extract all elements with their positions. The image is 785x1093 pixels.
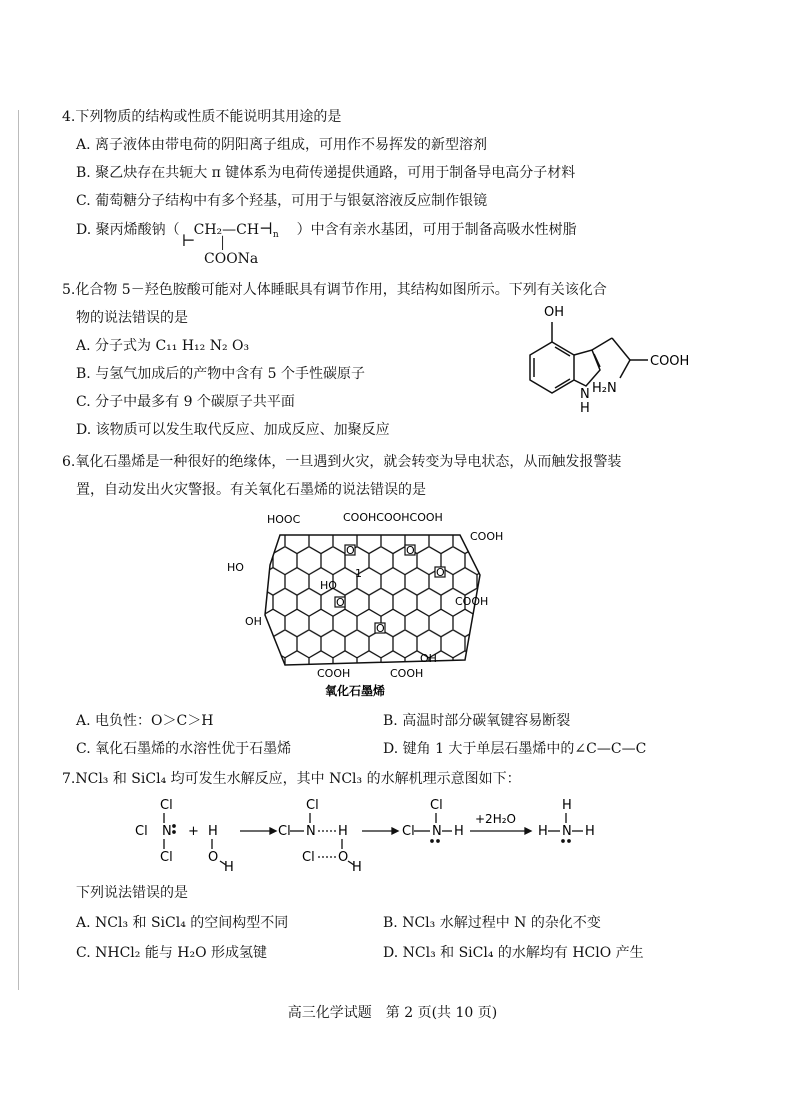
epoxy-o-1: O <box>346 544 355 557</box>
m4-h-top: H <box>562 798 572 813</box>
ncl3-hydrolysis-mechanism <box>130 795 620 875</box>
m4-n: N <box>562 824 572 839</box>
q7-option-a: A. NCl₃ 和 SiCl₄ 的空间构型不同 <box>76 915 289 931</box>
group-oh-left: OH <box>245 615 262 628</box>
q6-option-a: A. 电负性：O＞C＞H <box>76 713 214 729</box>
group-ho-center: HO <box>320 579 337 592</box>
m3-cl-left: Cl <box>402 824 415 839</box>
m3-n: N <box>432 824 442 839</box>
struct-h: H <box>580 401 590 416</box>
q4-option-c: C. 葡萄糖分子结构中有多个羟基，可用于与银氨溶液反应制作银镜 <box>76 193 488 209</box>
page-footer: 高三化学试题 第 2 页(共 10 页) <box>287 1005 498 1021</box>
m2-n: N <box>306 824 316 839</box>
q4-d-n: n <box>272 230 279 240</box>
q7-option-d: D. NCl₃ 和 SiCl₄ 的水解均有 HClO 产生 <box>383 945 644 961</box>
margin-rule <box>18 110 19 990</box>
q5-option-a: A. 分子式为 C₁₁ H₁₂ N₂ O₃ <box>76 338 250 354</box>
m2-h: H <box>338 824 348 839</box>
graphene-oxide-structure <box>225 505 515 700</box>
bond-angle-1: 1 <box>355 567 362 580</box>
struct-n: N <box>580 387 590 402</box>
m4-h-right: H <box>585 824 595 839</box>
struct-oh: OH <box>544 305 565 320</box>
m2-h2: H <box>352 860 362 875</box>
q4-d-prefix: D. 聚丙烯酸钠（ <box>76 222 180 238</box>
struct-cooh: COOH <box>650 354 690 369</box>
epoxy-o-2: O <box>406 544 415 557</box>
m3-h: H <box>454 824 464 839</box>
q4-d-coona: COONa <box>204 251 259 267</box>
m1-o: O <box>208 850 219 865</box>
q4-d-suffix: ）中含有亲水基团，可用于制备高吸水性树脂 <box>296 222 577 238</box>
m1-cl-left: Cl <box>135 824 148 839</box>
group-cooh-right-top: COOH <box>470 530 504 543</box>
group-cooh-right: COOH <box>455 595 489 608</box>
m1-cl-top: Cl <box>160 798 173 813</box>
m3-reagent: +2H₂O <box>475 812 516 826</box>
q4-stem: 4.下列物质的结构或性质不能说明其用途的是 <box>62 109 342 125</box>
q5-stem-1: 5.化合物 5－羟色胺酸可能对人体睡眠具有调节作用，其结构如图所示。下列有关该化合 <box>62 282 607 298</box>
q7-option-c: C. NHCl₂ 能与 H₂O 形成氢键 <box>76 945 268 961</box>
m3-cl-top: Cl <box>430 798 443 813</box>
q5-option-c: C. 分子中最多有 9 个碳原子共平面 <box>76 394 295 410</box>
q7-sub-stem: 下列说法错误的是 <box>76 885 188 901</box>
q5-option-d: D. 该物质可以发生取代反应、加成反应、加聚反应 <box>76 422 390 438</box>
lattice <box>265 535 480 665</box>
poly-bracket-right: ⊣ <box>259 219 273 238</box>
q6-option-c: C. 氧化石墨烯的水溶性优于石墨烯 <box>76 741 292 757</box>
q6-option-d: D. 键角 1 大于单层石墨烯中的∠C—C—C <box>383 741 647 757</box>
m2-cl-left: Cl <box>278 824 291 839</box>
m1-h: H <box>208 824 218 839</box>
group-cooh-top: COOHCOOHCOOH <box>343 511 443 524</box>
q7-option-b: B. NCl₃ 水解过程中 N 的杂化不变 <box>383 915 601 931</box>
q7-stem: 7.NCl₃ 和 SiCl₄ 均可发生水解反应，其中 NCl₃ 的水解机理示意图如下： <box>62 771 521 787</box>
m1-plus: + <box>188 824 199 839</box>
group-hooc: HOOC <box>267 513 301 526</box>
q5-stem-2: 物的说法错误的是 <box>76 310 188 326</box>
q6-stem-1: 6.氧化石墨烯是一种很好的绝缘体，一旦遇到火灾，就会转变为导电状态，从而触发报警装 <box>62 454 622 470</box>
q4-option-b: B. 聚乙炔存在共轭大 π 键体系为电荷传递提供通路，可用于制备导电高分子材料 <box>76 165 576 181</box>
group-cooh-bottom-2: COOH <box>390 667 424 680</box>
q4-option-d: D. 聚丙烯酸钠（ ⊢ $CH_2—CH⊣_n$ ）中含有亲水基团，可用于制备高吸水性树脂 <box>76 219 577 250</box>
hydroxytryptophan-structure <box>500 300 700 420</box>
epoxy-o-5: O <box>436 566 445 579</box>
m1-h2: H <box>224 860 234 875</box>
q4-d-polymer: CH₂—CH <box>193 222 260 238</box>
figure-caption: 氧化石墨烯 <box>325 684 386 698</box>
m2-cl-top: Cl <box>306 798 319 813</box>
epoxy-o-4: O <box>376 622 385 635</box>
group-cooh-bottom-1: COOH <box>317 667 351 680</box>
group-ho-left: HO <box>227 561 244 574</box>
m4-h-left: H <box>538 824 548 839</box>
q4-d-vertical-bond: │ <box>219 236 227 250</box>
m1-cl-bottom: Cl <box>160 850 173 865</box>
epoxy-o-3: O <box>336 596 345 609</box>
m2-cl-bottom: Cl <box>302 850 315 865</box>
q6-stem-2: 置，自动发出火灾警报。有关氧化石墨烯的说法错误的是 <box>76 482 426 498</box>
m2-o: O <box>338 850 349 865</box>
group-oh-bottom: OH <box>420 652 437 665</box>
q6-option-b: B. 高温时部分碳氧键容易断裂 <box>383 713 571 729</box>
q4-option-a: A. 离子液体由带电荷的阴阳离子组成，可用作不易挥发的新型溶剂 <box>76 137 488 153</box>
m1-n: N <box>162 824 172 839</box>
struct-h2n: H₂N <box>592 381 617 396</box>
q5-option-b: B. 与氢气加成后的产物中含有 5 个手性碳原子 <box>76 366 365 382</box>
